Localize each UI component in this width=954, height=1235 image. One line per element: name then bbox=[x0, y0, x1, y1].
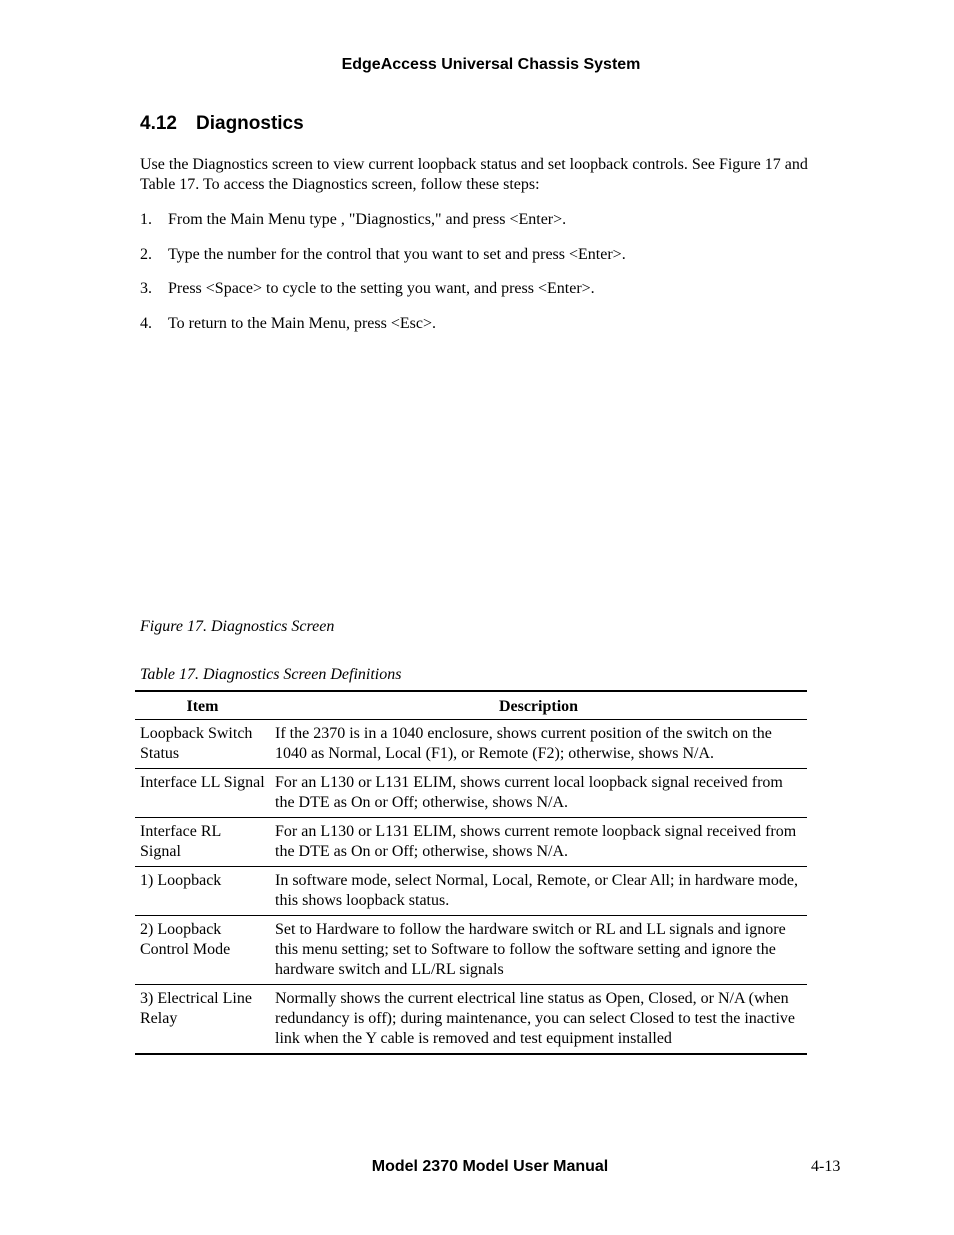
cell-item: Interface RL Signal bbox=[135, 818, 270, 867]
step-item bbox=[140, 245, 830, 265]
cell-description: Set to Hardware to follow the hardware switch or RL and LL signals and ignore this menu setting; set to Software to follow the software setting and ignore the hardware switch and LL/RL signals bbox=[270, 916, 807, 985]
cell-description: If the 2370 is in a 1040 enclosure, shows current position of the switch on the 1040 as Normal, Local (F1), or Remote (F2); otherwise, shows N/A. bbox=[270, 720, 807, 769]
step-number: 2. bbox=[140, 245, 152, 263]
steps-list bbox=[140, 210, 830, 348]
table-row bbox=[135, 916, 807, 985]
cell-description: Normally shows the current electrical line status as Open, Closed, or N/A (when redundancy is off); during maintenance, you can select Closed to test the inactive link when the Y cable is removed and test equipment installed bbox=[270, 985, 807, 1055]
step-number: 3. bbox=[140, 280, 152, 297]
table-row bbox=[135, 720, 807, 769]
definitions-table bbox=[135, 690, 807, 1055]
step-number: 4. bbox=[140, 314, 152, 332]
cell-item: Interface LL Signal bbox=[135, 769, 270, 818]
cell-item: 3) Electrical Line Relay bbox=[135, 985, 270, 1055]
step-item bbox=[140, 279, 830, 299]
cell-description: For an L130 or L131 ELIM, shows current remote loopback signal received from the DTE as On or Off; otherwise, shows N/A. bbox=[270, 818, 807, 867]
running-header: EdgeAccess Universal Chassis System bbox=[341, 56, 641, 73]
step-text: Press <Space> to cycle to the setting you want, and press <Enter>. bbox=[168, 280, 595, 297]
header-item: Item bbox=[135, 691, 270, 720]
cell-description: In software mode, select Normal, Local, Remote, or Clear All; in hardware mode, this shows loopback status. bbox=[270, 867, 807, 916]
running-footer: Model 2370 Model User Manual bbox=[371, 1158, 609, 1175]
section-heading bbox=[140, 113, 304, 135]
step-text: From the Main Menu type , "Diagnostics," and press <Enter>. bbox=[168, 211, 567, 228]
table-row bbox=[135, 867, 807, 916]
section-title: Diagnostics bbox=[196, 113, 304, 134]
step-item bbox=[140, 210, 830, 230]
step-item bbox=[140, 314, 830, 334]
step-text: Type the number for the control that you want to set and press <Enter>. bbox=[168, 245, 626, 263]
cell-description: For an L130 or L131 ELIM, shows current local loopback signal received from the DTE as On or Off; otherwise, shows N/A. bbox=[270, 769, 807, 818]
header-description: Description bbox=[270, 691, 807, 720]
cell-item: 2) Loopback Control Mode bbox=[135, 916, 270, 985]
table-header-row bbox=[135, 691, 807, 720]
table-caption: Table 17. Diagnostics Screen Definitions bbox=[140, 666, 402, 683]
cell-item: 1) Loopback bbox=[135, 867, 270, 916]
page-number: 4-13 bbox=[811, 1158, 841, 1175]
step-text: To return to the Main Menu, press <Esc>. bbox=[168, 314, 436, 332]
section-number: 4.12 bbox=[140, 113, 177, 134]
table-row bbox=[135, 769, 807, 818]
intro-paragraph: Use the Diagnostics screen to view current loopback status and set loopback controls. See Figure 17 and Table 17. To access the Diagnostics screen, follow these steps: bbox=[140, 156, 808, 193]
cell-item: Loopback Switch Status bbox=[135, 720, 270, 769]
table-row bbox=[135, 985, 807, 1055]
figure-caption: Figure 17. Diagnostics Screen bbox=[140, 618, 335, 635]
table-row bbox=[135, 818, 807, 867]
step-number: 1. bbox=[140, 211, 152, 228]
